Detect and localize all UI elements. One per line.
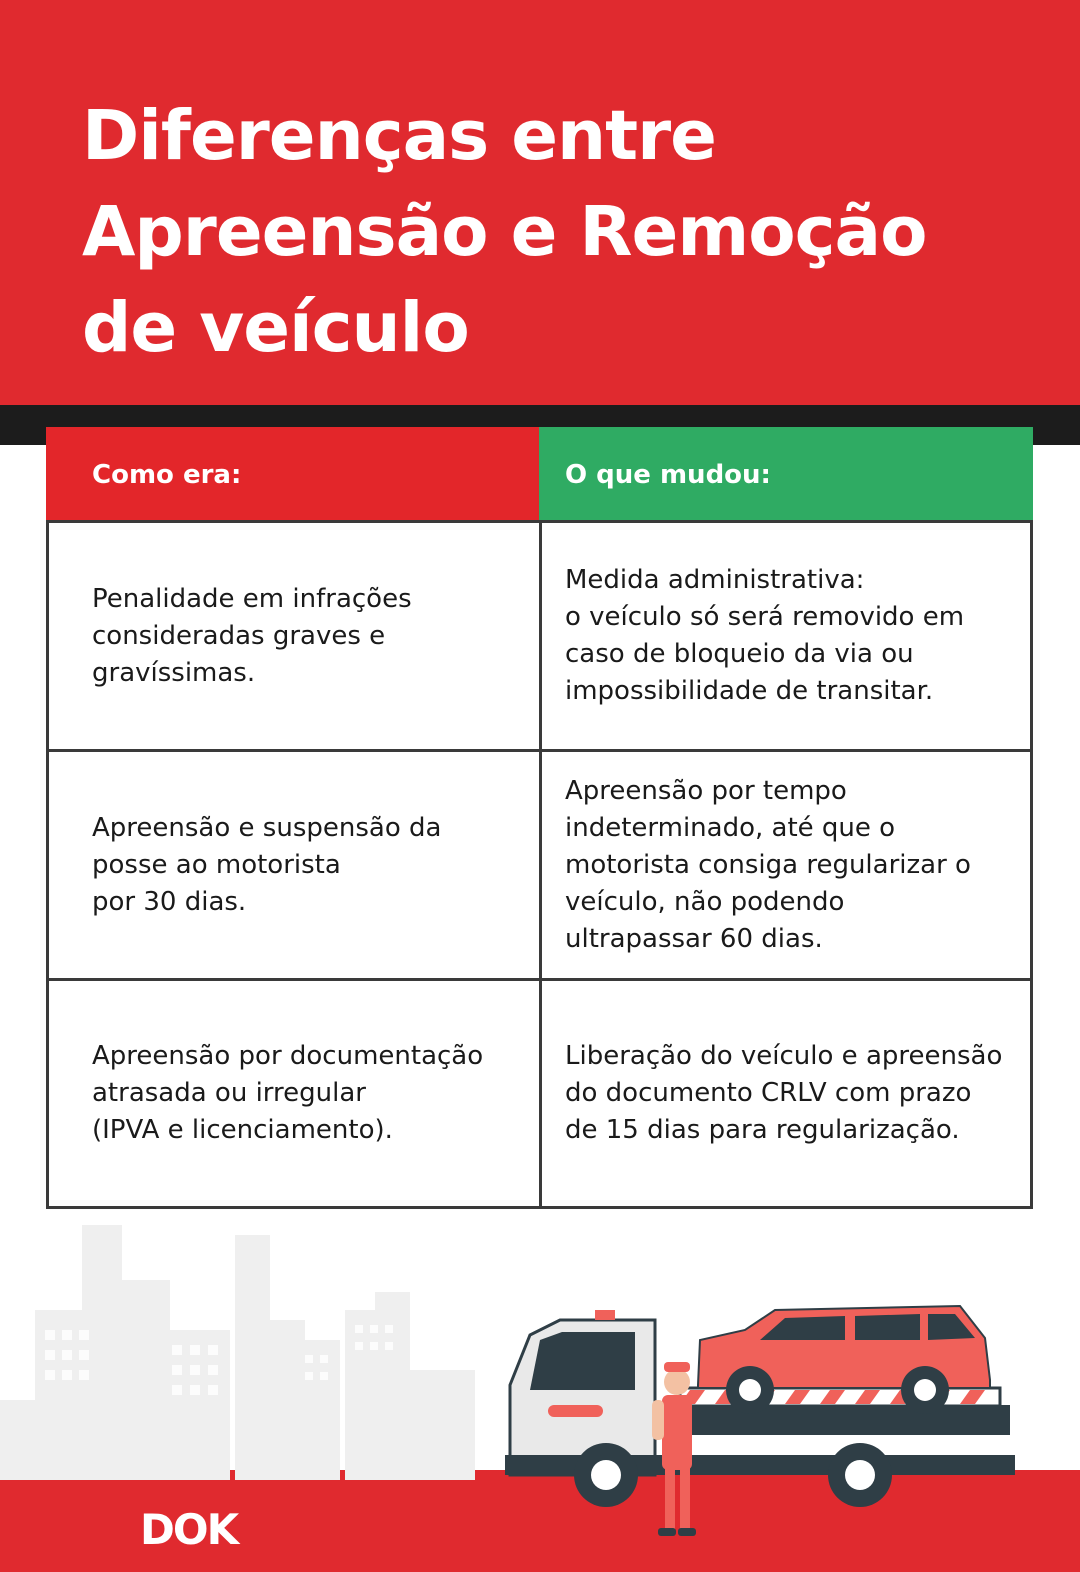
page-title <box>82 88 1062 376</box>
header-after-label: O que mudou: <box>565 459 771 490</box>
title-line-3: de veículo <box>82 288 469 368</box>
cell-text: Apreensão por documentação atrasada ou irregular (IPVA e licenciamento). <box>92 1041 484 1145</box>
table-cell-before <box>92 981 532 1206</box>
table-cell-after <box>565 752 1033 978</box>
cell-text: Penalidade em infrações consideradas graves e gravíssimas. <box>92 583 412 688</box>
cell-text: Apreensão por tempo indeterminado, até que o motorista consiga regularizar o veículo, não podendo ultrapassar 60 dias. <box>565 775 971 954</box>
table-cell-before <box>92 752 532 978</box>
table-body <box>46 520 1033 1209</box>
cell-text: Medida administrativa: o veículo só será removido em caso de bloqueio da via ou impossibilidade de transitar. <box>565 565 965 706</box>
table-cell-before <box>92 523 532 749</box>
title-line-1: Diferenças entre <box>82 96 716 176</box>
title-line-2: Apreensão e Remoção <box>82 192 927 272</box>
cell-text: Liberação do veículo e apreensão do documento CRLV com prazo de 15 dias para regularização. <box>565 1041 1003 1145</box>
column-divider <box>539 523 542 1206</box>
header-banner <box>0 0 1080 405</box>
comparison-table <box>46 427 1033 1209</box>
table-cell-after <box>565 981 1033 1206</box>
cell-text: Apreensão e suspensão da posse ao motorista por 30 dias. <box>92 812 442 917</box>
dok-logo: DOK <box>140 1505 238 1554</box>
header-before <box>46 427 539 522</box>
header-before-label: Como era: <box>92 459 242 490</box>
table-cell-after <box>565 523 1033 749</box>
header-after <box>539 427 1033 522</box>
